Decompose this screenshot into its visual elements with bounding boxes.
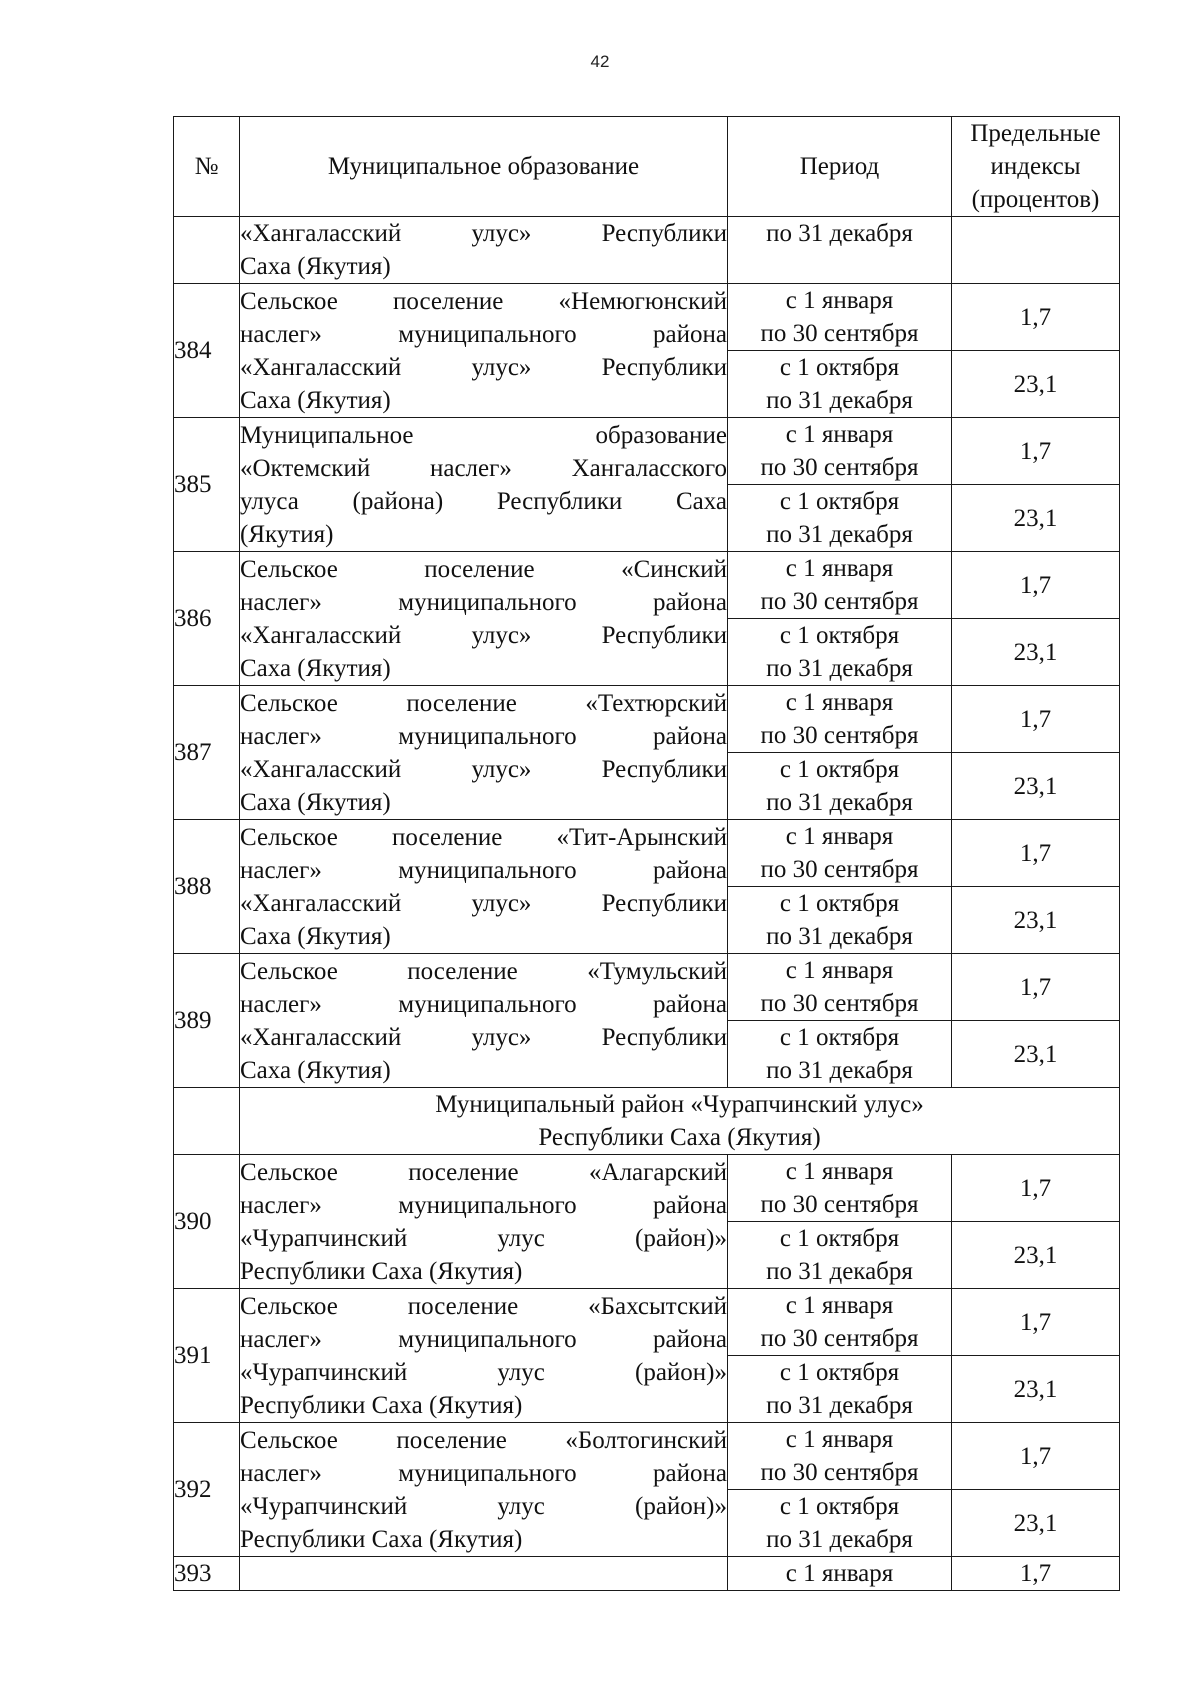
name-line: Муниципальное образование	[240, 421, 727, 449]
period-cell	[728, 1222, 952, 1289]
period-to: по 31 декабря	[766, 789, 913, 816]
row-number	[174, 217, 240, 284]
period-to: по 30 сентября	[760, 454, 919, 481]
name-line: Саха (Якутия)	[240, 788, 391, 816]
period-cell	[728, 820, 952, 887]
period-to: по 30 сентября	[760, 722, 919, 749]
period-to: по 31 декабря	[766, 1258, 913, 1285]
name-line: «Хангаласский улус» Республики	[240, 220, 727, 247]
period-cell	[728, 753, 952, 820]
header-num: №	[174, 117, 240, 217]
period-to: по 30 сентября	[760, 990, 919, 1017]
period-from: с 1 января	[785, 1426, 894, 1453]
period-from: с 1 октября	[779, 622, 900, 649]
period-to: по 31 декабря	[766, 220, 913, 247]
index-value: 1,7	[952, 820, 1120, 887]
name-line: Республики Саха (Якутия)	[240, 1391, 523, 1419]
index-value: 23,1	[952, 753, 1120, 820]
name-line: Сельское поселение «Болтогинский	[240, 1426, 727, 1454]
period-to: по 31 декабря	[766, 1057, 913, 1084]
district-line-2: Республики Саха (Якутия)	[538, 1124, 821, 1151]
name-line: «Хангаласский улус» Республики	[240, 1023, 727, 1051]
name-line: Саха (Якутия)	[240, 922, 391, 950]
index-value: 1,7	[952, 1423, 1120, 1490]
municipality-name	[240, 284, 728, 418]
name-line: Саха (Якутия)	[240, 386, 391, 414]
name-line: «Хангаласский улус» Республики	[240, 755, 727, 783]
name-line: Сельское поселение «Тит-Арынский	[240, 823, 727, 851]
period-cell	[728, 1356, 952, 1423]
period-from: с 1 октября	[779, 756, 900, 783]
period-cell	[728, 351, 952, 418]
period-cell	[728, 1021, 952, 1088]
name-line: наслег» муниципального района	[240, 588, 727, 616]
period-to: по 30 сентября	[760, 856, 919, 883]
table-row	[174, 284, 1120, 351]
page-number: 42	[590, 52, 610, 71]
row-number: 384	[174, 284, 240, 418]
period-from: с 1 октября	[779, 354, 900, 381]
table-row	[174, 954, 1120, 1021]
period-to: по 30 сентября	[760, 588, 919, 615]
period-to: по 30 сентября	[760, 1459, 919, 1486]
row-number: 389	[174, 954, 240, 1088]
period-cell	[728, 1490, 952, 1557]
period-to: по 31 декабря	[766, 1392, 913, 1419]
period-cell	[728, 1155, 952, 1222]
municipality-name	[240, 552, 728, 686]
period-from: с 1 января	[785, 823, 894, 850]
period-from: с 1 октября	[779, 1359, 900, 1386]
header-municipality: Муниципальное образование	[240, 117, 728, 217]
index-value: 23,1	[952, 887, 1120, 954]
name-line: Саха (Якутия)	[240, 1056, 391, 1084]
name-line: наслег» муниципального района	[240, 1191, 727, 1219]
municipality-name	[240, 418, 728, 552]
index-value: 23,1	[952, 485, 1120, 552]
index-value: 23,1	[952, 351, 1120, 418]
table-header-row	[174, 117, 1120, 217]
row-number: 388	[174, 820, 240, 954]
name-line: наслег» муниципального района	[240, 990, 727, 1018]
period-cell	[728, 552, 952, 619]
tariff-index-table	[173, 116, 1120, 1591]
period-cell	[728, 1423, 952, 1490]
name-line: улуса (района) Республики Саха	[240, 487, 727, 515]
table-row	[174, 552, 1120, 619]
table-row	[174, 1155, 1120, 1222]
index-value: 1,7	[952, 418, 1120, 485]
municipality-name	[240, 954, 728, 1088]
index-value: 1,7	[952, 1289, 1120, 1356]
period-from: с 1 января	[785, 1292, 894, 1319]
period-to: по 31 декабря	[766, 387, 913, 414]
name-line: «Октемский наслег» Хангаласского	[240, 454, 727, 482]
header-period: Период	[728, 117, 952, 217]
period-to: по 30 сентября	[760, 320, 919, 347]
district-row	[174, 1088, 1120, 1155]
name-line: Сельское поселение «Немюгюнский	[240, 287, 727, 315]
municipality-name	[240, 686, 728, 820]
period-from: с 1 октября	[779, 488, 900, 515]
period-from: с 1 октября	[779, 1225, 900, 1252]
period-to: по 31 декабря	[766, 655, 913, 682]
name-line: наслег» муниципального района	[240, 1459, 727, 1487]
period-cell	[728, 887, 952, 954]
period-from: с 1 января	[785, 421, 894, 448]
name-line: «Чурапчинский улус (район)»	[240, 1358, 727, 1386]
period-from: с 1 января	[785, 287, 894, 314]
name-line: «Хангаласский улус» Республики	[240, 353, 727, 381]
municipality-name	[240, 1289, 728, 1423]
name-line: «Чурапчинский улус (район)»	[240, 1224, 727, 1252]
name-line: Сельское поселение «Алагарский	[240, 1158, 727, 1186]
municipality-name	[240, 820, 728, 954]
name-line: наслег» муниципального района	[240, 320, 727, 348]
index-value: 23,1	[952, 619, 1120, 686]
index-value: 23,1	[952, 1490, 1120, 1557]
district-line-1: Муниципальный район «Чурапчинский улус»	[435, 1091, 924, 1118]
municipality-name	[240, 1155, 728, 1289]
index-value: 1,7	[952, 284, 1120, 351]
period-cell	[728, 485, 952, 552]
index-value: 1,7	[952, 686, 1120, 753]
name-line: «Чурапчинский улус (район)»	[240, 1492, 727, 1520]
period-from: с 1 января	[785, 689, 894, 716]
name-line: Сельское поселение «Тумульский	[240, 957, 727, 985]
index-value: 23,1	[952, 1222, 1120, 1289]
index-value	[952, 217, 1120, 284]
period-from: с 1 января	[785, 957, 894, 984]
name-line: Республики Саха (Якутия)	[240, 1257, 523, 1285]
row-number: 391	[174, 1289, 240, 1423]
period-cell	[728, 217, 952, 284]
period-from: с 1 октября	[779, 1024, 900, 1051]
name-line: наслег» муниципального района	[240, 722, 727, 750]
period-to: по 31 декабря	[766, 521, 913, 548]
index-value: 1,7	[952, 552, 1120, 619]
header-index: Предельные индексы (процентов)	[952, 117, 1120, 217]
period-to: по 31 декабря	[766, 923, 913, 950]
table-row	[174, 820, 1120, 887]
row-number: 393	[174, 1557, 240, 1591]
table-row	[174, 418, 1120, 485]
period-cell: с 1 января	[728, 1557, 952, 1591]
name-line: Саха (Якутия)	[240, 654, 391, 682]
index-value: 23,1	[952, 1356, 1120, 1423]
municipality-name	[240, 1423, 728, 1557]
row-number: 390	[174, 1155, 240, 1289]
period-from: с 1 января	[785, 555, 894, 582]
period-from: с 1 января	[785, 1158, 894, 1185]
municipality-name	[240, 217, 728, 284]
index-value: 1,7	[952, 1557, 1120, 1591]
period-from: с 1 октября	[779, 1493, 900, 1520]
period-from: с 1 октября	[779, 890, 900, 917]
row-number: 387	[174, 686, 240, 820]
period-cell	[728, 686, 952, 753]
row-number: 386	[174, 552, 240, 686]
period-to: по 31 декабря	[766, 1526, 913, 1553]
index-value: 1,7	[952, 954, 1120, 1021]
period-cell	[728, 1289, 952, 1356]
period-cell	[728, 619, 952, 686]
index-value: 1,7	[952, 1155, 1120, 1222]
name-line: Саха (Якутия)	[240, 253, 391, 280]
name-line: Сельское поселение «Синский	[240, 555, 727, 583]
row-number: 392	[174, 1423, 240, 1557]
table-row	[174, 217, 1120, 284]
period-to: по 30 сентября	[760, 1191, 919, 1218]
name-line: Сельское поселение «Техтюрский	[240, 689, 727, 717]
name-line: наслег» муниципального района	[240, 1325, 727, 1353]
table-row	[174, 1557, 1120, 1591]
table-row	[174, 1423, 1120, 1490]
name-line: «Хангаласский улус» Республики	[240, 621, 727, 649]
district-title	[240, 1088, 1120, 1155]
name-line: «Хангаласский улус» Республики	[240, 889, 727, 917]
index-value: 23,1	[952, 1021, 1120, 1088]
table-row	[174, 1289, 1120, 1356]
name-line: Республики Саха (Якутия)	[240, 1525, 523, 1553]
period-to: по 30 сентября	[760, 1325, 919, 1352]
table-row	[174, 686, 1120, 753]
municipality-name	[240, 1557, 728, 1591]
period-cell	[728, 284, 952, 351]
name-line: наслег» муниципального района	[240, 856, 727, 884]
period-cell	[728, 418, 952, 485]
row-number: 385	[174, 418, 240, 552]
row-number	[174, 1088, 240, 1155]
period-cell	[728, 954, 952, 1021]
name-line: (Якутия)	[240, 520, 334, 548]
name-line: Сельское поселение «Бахсытский	[240, 1292, 727, 1320]
